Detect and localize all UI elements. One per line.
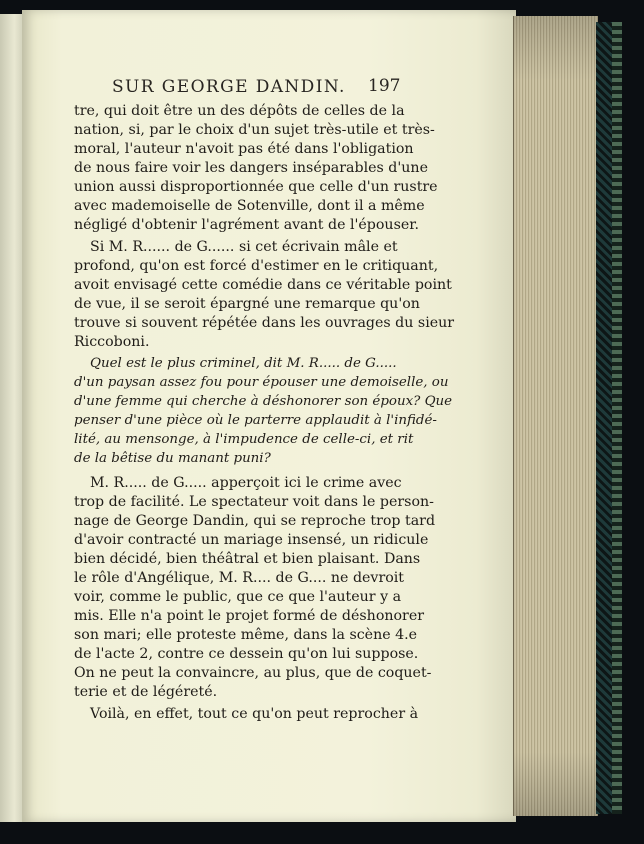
text-line: nage de George Dandin, qui se reproche trop tard — [74, 513, 436, 529]
text-line: trouve si souvent répétée dans les ouvrages du sieur — [74, 315, 455, 331]
text-line: Voilà, en effet, tout ce qu'on peut reprocher à — [90, 706, 419, 722]
text-line: négligé d'obtenir l'agrément avant de l'épouser. — [74, 217, 419, 233]
text-line: le rôle d'Angélique, M. R.... de G.... ne devroit — [74, 570, 405, 586]
text-line: Si M. R...... de G...... si cet écrivain mâle et — [90, 239, 398, 255]
text-line: son mari; elle proteste même, dans la scène 4.e — [74, 627, 418, 643]
text-line: tre, qui doit être un des dépôts de celles de la — [74, 103, 405, 119]
text-line: d'avoir contracté un mariage insensé, un ridicule — [74, 532, 429, 548]
text-line: voir, comme le public, que ce que l'auteur y a — [74, 589, 402, 605]
quote-line: de la bêtise du manant puni? — [74, 451, 271, 466]
text-line: bien décidé, bien théâtral et bien plaisant. Dans — [74, 551, 421, 567]
cover-binding-strip — [612, 22, 622, 814]
text-line: terie et de légéreté. — [74, 684, 218, 700]
text-line: union aussi disproportionnée que celle d'un rustre — [74, 179, 438, 195]
text-line: moral, l'auteur n'avoit pas été dans l'obligation — [74, 141, 414, 157]
text-line: Riccoboni. — [74, 334, 150, 350]
text-line: avoit envisagé cette comédie dans ce véritable point — [74, 277, 452, 293]
page-edges — [513, 16, 598, 816]
quote-line: penser d'une pièce où le parterre applaudit à l'infidé- — [74, 413, 437, 428]
text-line: nation, si, par le choix d'un sujet très-utile et très- — [74, 122, 435, 138]
page-number: 197 — [368, 76, 401, 96]
text-line: mis. Elle n'a point le projet formé de déshonorer — [74, 608, 424, 624]
text-line: M. R..... de G..... apperçoit ici le crime avec — [90, 475, 402, 491]
quote-line: d'une femme qui cherche à déshonorer son époux? Que — [74, 394, 453, 409]
quote-line: Quel est le plus criminel, dit M. R..... de G..... — [90, 356, 397, 371]
text-line: trop de facilité. Le spectateur voit dans le person- — [74, 494, 434, 510]
quote-line: d'un paysan assez fou pour épouser une demoiselle, ou — [74, 375, 449, 390]
quote-line: lité, au mensonge, à l'impudence de celle-ci, et rit — [74, 432, 414, 447]
text-line: avec mademoiselle de Sotenville, dont il a même — [74, 198, 425, 214]
text-line: de nous faire voir les dangers inséparables d'une — [74, 160, 428, 176]
text-line: de l'acte 2, contre ce dessein qu'on lui suppose. — [74, 646, 419, 662]
text-line: On ne peut la convaincre, au plus, que de coquet- — [74, 665, 432, 681]
text-line: profond, qu'on est forcé d'estimer en le critiquant, — [74, 258, 439, 274]
running-header: SUR GEORGE DANDIN. — [112, 77, 346, 97]
text-line: de vue, il se seroit épargné une remarque qu'on — [74, 296, 420, 312]
